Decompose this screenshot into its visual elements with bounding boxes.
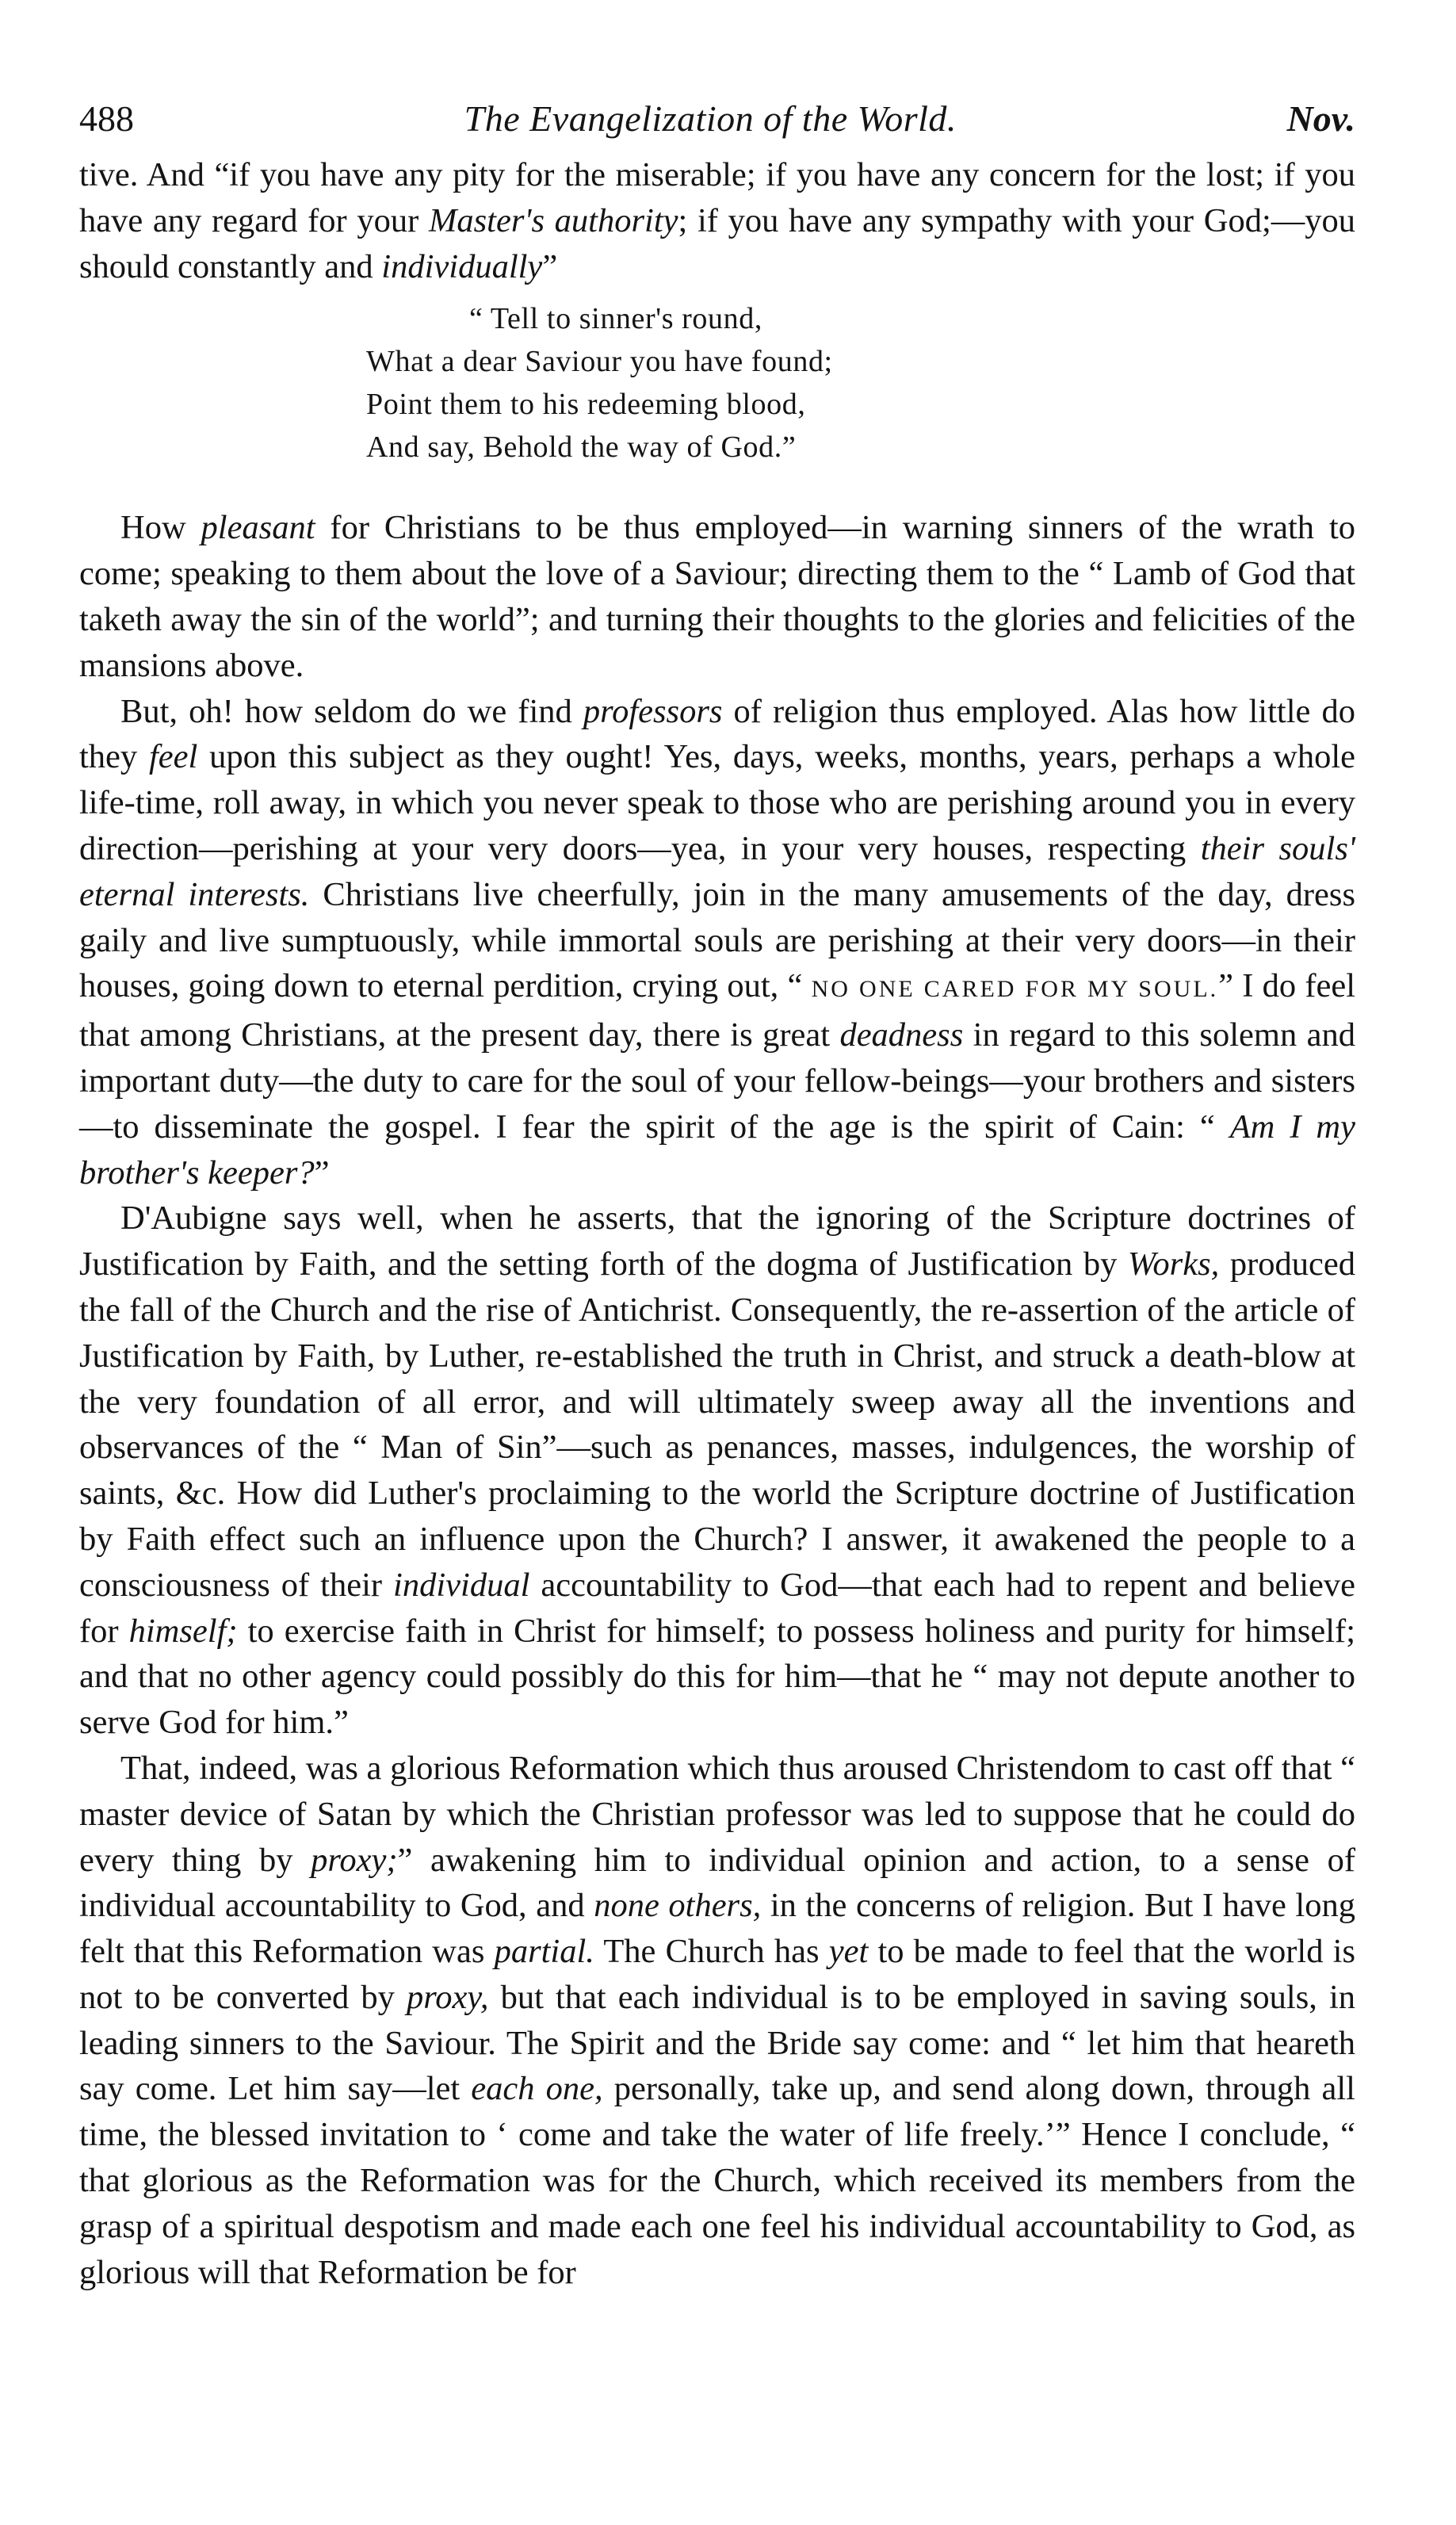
document-page	[79, 95, 1355, 2295]
paragraph	[79, 152, 1355, 289]
poem-line: “ Tell to sinner's round,	[469, 302, 762, 336]
text-run: personally, take up, and send along down, through all time, the blessed invitation to ‘ come and take the water of life freely.’” Hence I conclude, “ that glorious as the Reformation was for the Church, which received its members from the grasp of a spiritual despotism and made each one feel his individual accountability to God, as glorious will that Reformation be for	[79, 2070, 1355, 2291]
text-run: in the concerns of religion. But I have long felt that this Reformation was	[79, 1887, 1355, 1971]
italic-run: partial.	[494, 1933, 594, 1971]
text-run: upon this subject as they ought! Yes, days, weeks, months, years, perhaps a whole life-time, roll away, in which you never speak to those who are perishing around you in every direction—perishing at your very doors—yea, in your very houses, respecting	[79, 738, 1355, 867]
italic-run: proxy,	[407, 1978, 489, 2016]
text-run: That, indeed, was a glorious Reformation which thus aroused Christendom to cast off that “ master device of Satan by which the Christian professor was led to suppose that he could do every thing by	[79, 1749, 1355, 1879]
text-run: ”	[314, 1153, 330, 1192]
text-run: ” I do feel that among Christians, at the present day, there is great	[79, 967, 1356, 1054]
text-run: to be made to feel that the world is not to be converted by	[79, 1933, 1355, 2016]
text-run: But, oh! how seldom do we find	[120, 692, 583, 730]
text-run: ; if you have any sympathy with your God;—you should constantly and	[79, 201, 1356, 285]
italic-run: individually	[381, 247, 543, 285]
text-run: in regard to this solemn and important duty—the duty to care for the soul of your fellow-beings—your brothers and sisters—to disseminate the gospel. I fear the spirit of the age is the spirit of Cain: “	[79, 1016, 1355, 1146]
italic-run: pleasant	[201, 509, 315, 547]
page-number: 488	[79, 98, 134, 139]
running-head	[79, 95, 1355, 152]
text-run: of religion thus employed. Alas how little do they	[79, 692, 1356, 776]
paragraph	[79, 1746, 1355, 2296]
italic-run: yet	[828, 1933, 869, 1971]
running-month: Nov.	[1286, 98, 1355, 139]
poem-line: And say, Behold the way of God.”	[366, 430, 797, 465]
italic-run: each one,	[471, 2070, 603, 2108]
text-run: The Church has	[594, 1933, 829, 1971]
italic-run: feel	[148, 738, 198, 776]
paragraph	[79, 689, 1355, 1196]
small-caps-run: NO ONE CARED FOR MY SOUL.	[811, 976, 1219, 1003]
italic-run: Master's authority	[428, 201, 678, 239]
text-run: ”	[542, 247, 558, 285]
italic-run: individual	[393, 1566, 530, 1604]
body-text	[79, 152, 1355, 2295]
italic-run: Am I my brother's keeper?	[79, 1108, 1355, 1192]
text-run: to exercise faith in Christ for himself; to possess holiness and purity for himself; and that no other agency could possibly do this for him—that he “ may not depute another to serve God for him.”	[79, 1612, 1355, 1742]
italic-run: their souls' eternal interests.	[79, 829, 1355, 913]
running-title: The Evangelization of the World.	[464, 98, 957, 139]
poem-line: Point them to his redeeming blood,	[366, 388, 806, 422]
paragraph	[79, 505, 1355, 688]
text-run: D'Aubigne says well, when he asserts, that the ignoring of the Scripture doctrines of Justification by Faith, and the setting forth of the dogma of Justification by	[79, 1199, 1355, 1284]
text-run: but that each individual is to be employed in saving souls, in leading sinners to the Saviour. The Spirit and the Bride say come: and “ let him that heareth say come. Let him say—let	[79, 1978, 1356, 2108]
italic-run: deadness	[839, 1016, 964, 1054]
text-run: produced the fall of the Church and the rise of Antichrist. Consequently, the re-assertion of the article of Justification by Faith, by Luther, re-established the truth in Christ, and struck a death-blow at the very foundation of all error, and will ultimately sweep away all the inventions and observances of the “ Man of Sin”—such as penances, masses, indulgences, the worship of saints, &c. How did Luther's proclaiming to the world the Scripture doctrine of Justification by Faith effect such an influence upon the Church? I answer, it awakened the people to a consciousness of their	[79, 1245, 1355, 1604]
text-run: tive. And “if you have any pity for the miserable; if you have any concern for the lost; if you have any regard for your	[79, 156, 1355, 239]
poem-stanza	[79, 297, 1355, 469]
text-run: ” awakening him to individual opinion and action, to a sense of individual accountability to God, and	[79, 1841, 1355, 1925]
paragraph	[79, 1196, 1355, 1746]
text-run: for Christians to be thus employed—in warning sinners of the wrath to come; speaking to them about the love of a Saviour; directing them to the “ Lamb of God that taketh away the sin of the world”; and turning their thoughts to the glories and felicities of the mansions above.	[79, 509, 1355, 684]
poem-line: What a dear Saviour you have found;	[366, 345, 833, 379]
text-run: How	[120, 509, 201, 547]
italic-run: proxy;	[311, 1841, 398, 1879]
italic-run: Works,	[1127, 1245, 1220, 1284]
italic-run: professors	[583, 692, 723, 730]
text-run: accountability to God—that each had to repent and believe for	[79, 1566, 1355, 1650]
italic-run: none others,	[594, 1887, 762, 1925]
italic-run: himself;	[128, 1612, 238, 1650]
text-run: Christians live cheerfully, join in the many amusements of the day, dress gaily and live sumptuously, while immortal souls are perishing at their very doors—in their houses, going down to eternal perdition, crying out, “	[79, 875, 1355, 1005]
